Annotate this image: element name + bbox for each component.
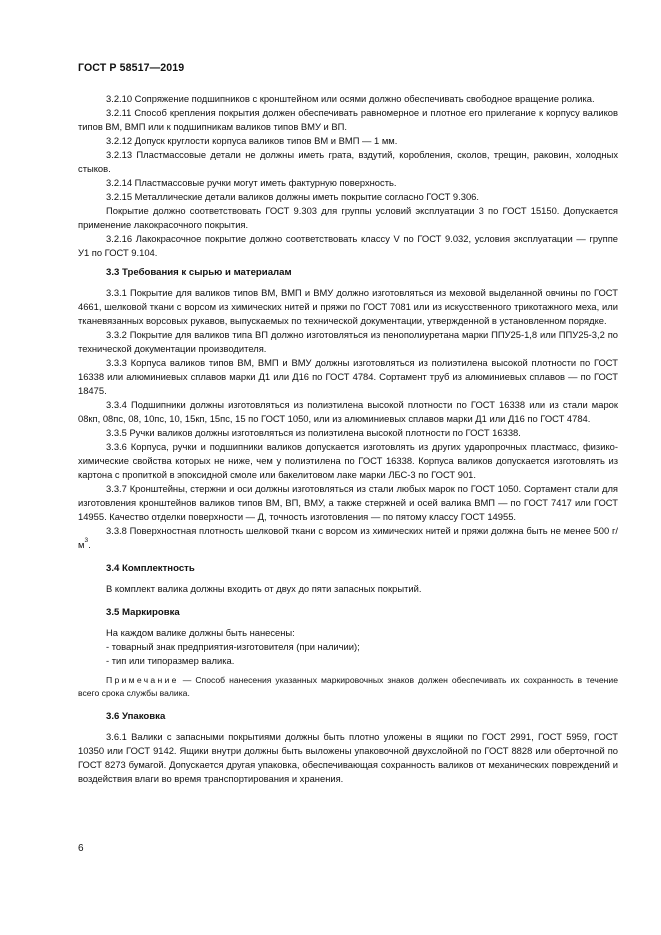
note-text: — Способ нанесения указанных маркировочных знаков должен обеспечивать их сохранность в течение всего срока службы валика.: [78, 675, 618, 698]
clause-3-2-13: 3.2.13 Пластмассовые детали не должны иметь грата, вздутий, коробления, сколов, трещин, раковин, холодных стыков.: [78, 149, 618, 174]
page-number: 6: [78, 843, 84, 854]
clause-3-3-7: 3.3.7 Кронштейны, стержни и оси должны изготовляться из стали любых марок по ГОСТ 1050. Сортамент стали для изготовления кронштейнов валиков типов ВМ, ВП, ВМУ, а также стержней и осей валика ВМП — по ГОСТ 7417 или ГОСТ 14955. Качество отделки поверхности — Д, точность изготовления — по пятому классу ГОСТ 14955.: [78, 483, 618, 522]
section-3-5-heading: 3.5 Маркировка: [106, 607, 180, 618]
clause-3-6-1: 3.6.1 Валики с запасными покрытиями должны быть плотно уложены в ящики по ГОСТ 2991, ГОСТ 5959, ГОСТ 10350 или ГОСТ 9142. Ящики внутри должны быть выложены упаковочной двухслойной по ГОСТ 8828 или оберточной по ГОСТ 8273 бумагой. Допускается другая упаковка, обеспечивающая сохранность валиков от механических повреждений и воздействия влаги во время транспортирования и хранения.: [78, 731, 618, 784]
section-3-6-heading: 3.6 Упаковка: [106, 711, 166, 722]
list-item: - тип или типоразмер валика.: [106, 655, 235, 666]
clause-3-2-15-cont: Покрытие должно соответствовать ГОСТ 9.303 для группы условий эксплуатации 3 по ГОСТ 15150. Допускается применение лакокрасочного покрытия.: [78, 205, 618, 230]
clause-3-3-3: 3.3.3 Корпуса валиков типов ВМ, ВМП и ВМУ должны изготовляться из полиэтилена высокой плотности по ГОСТ 16338 или алюминиевых сплавов марки Д1 или Д16 по ГОСТ 4784. Сортамент труб из алюминиевых сплавов — по ГОСТ 18475.: [78, 357, 618, 396]
document-body: [78, 92, 618, 786]
document-header: ГОСТ Р 58517—2019: [78, 62, 185, 74]
section-3-4-heading: 3.4 Комплектность: [106, 563, 195, 574]
note-label: Примечание: [106, 675, 179, 685]
clause-3-2-14: 3.2.14 Пластмассовые ручки могут иметь фактурную поверхность.: [106, 177, 397, 188]
clause-3-3-6: 3.3.6 Корпуса, ручки и подшипники валиков допускается изготовлять из других ударопрочных пластмасс, физико-химические свойства которых не ниже, чем у полиэтилена по ГОСТ 16338. Корпуса валиков допускается изготовлять из картона с пропиткой в эпоксидной смоле или бакелитовом лаке марки ЛБС-3 по ГОСТ 901.: [78, 441, 618, 480]
section-3-4-text: В комплект валика должны входить от двух до пяти запасных покрытий.: [106, 583, 422, 594]
clause-3-3-4: 3.3.4 Подшипники должны изготовляться из полиэтилена высокой плотности по ГОСТ 16338 или из стали марок 08кп, 08пс, 08, 10пс, 10, 15кп, 15пс, 15 по ГОСТ 1050, или из алюминиевых сплавов марки Д1 или Д16 по ГОСТ 4784.: [78, 399, 618, 424]
note-paragraph: [78, 674, 618, 700]
section-3-3-heading: 3.3 Требования к сырью и материалам: [106, 267, 292, 278]
clause-3-2-16: 3.2.16 Лакокрасочное покрытие должно соответствовать классу V по ГОСТ 9.032, условия эксплуатации — группе У1 по ГОСТ 9.104.: [78, 233, 618, 258]
section-3-5-intro: На каждом валике должны быть нанесены:: [106, 627, 295, 638]
clause-3-3-8-end: .: [88, 539, 91, 550]
clause-3-2-12: 3.2.12 Допуск круглости корпуса валиков типов ВМ и ВМП — 1 мм.: [106, 135, 398, 146]
clause-3-3-8-superscript: 3: [84, 537, 89, 544]
list-item: - товарный знак предприятия-изготовителя (при наличии);: [106, 641, 360, 652]
clause-3-3-8: [78, 524, 618, 552]
clause-3-3-1: 3.3.1 Покрытие для валиков типов ВМ, ВМП и ВМУ должно изготовляться из меховой выделанной овчины по ГОСТ 4661, шелковой ткани с ворсом из химических нитей и пряжи по ГОСТ 7081 или из искусственного трикотажного меха, или тканевязанных ворсовых рукавов, выпускаемых по технической документации, утвержденной в установленном порядке.: [78, 287, 618, 326]
clause-3-3-8-text: 3.3.8 Поверхностная плотность шелковой ткани с ворсом из химических нитей и пряжи должна быть не менее 500 г/м: [78, 525, 618, 550]
clause-3-3-2: 3.3.2 Покрытие для валиков типа ВП должно изготовляться из пенополиуретана марки ППУ25-1,8 или ППУ25-3,2 по технической документации производителя.: [78, 329, 618, 354]
clause-3-2-11: 3.2.11 Способ крепления покрытия должен обеспечивать равномерное и плотное его прилегание к корпусу валиков типов ВМ, ВМП или к подшипникам валиков типов ВМУ и ВП.: [78, 107, 618, 132]
clause-3-3-5: 3.3.5 Ручки валиков должны изготовляться из полиэтилена высокой плотности по ГОСТ 16338.: [106, 427, 521, 438]
clause-3-2-15: 3.2.15 Металлические детали валиков должны иметь покрытие согласно ГОСТ 9.306.: [106, 191, 479, 202]
clause-3-2-10: 3.2.10 Сопряжение подшипников с кронштейном или осями должно обеспечивать свободное вращение ролика.: [106, 93, 595, 104]
